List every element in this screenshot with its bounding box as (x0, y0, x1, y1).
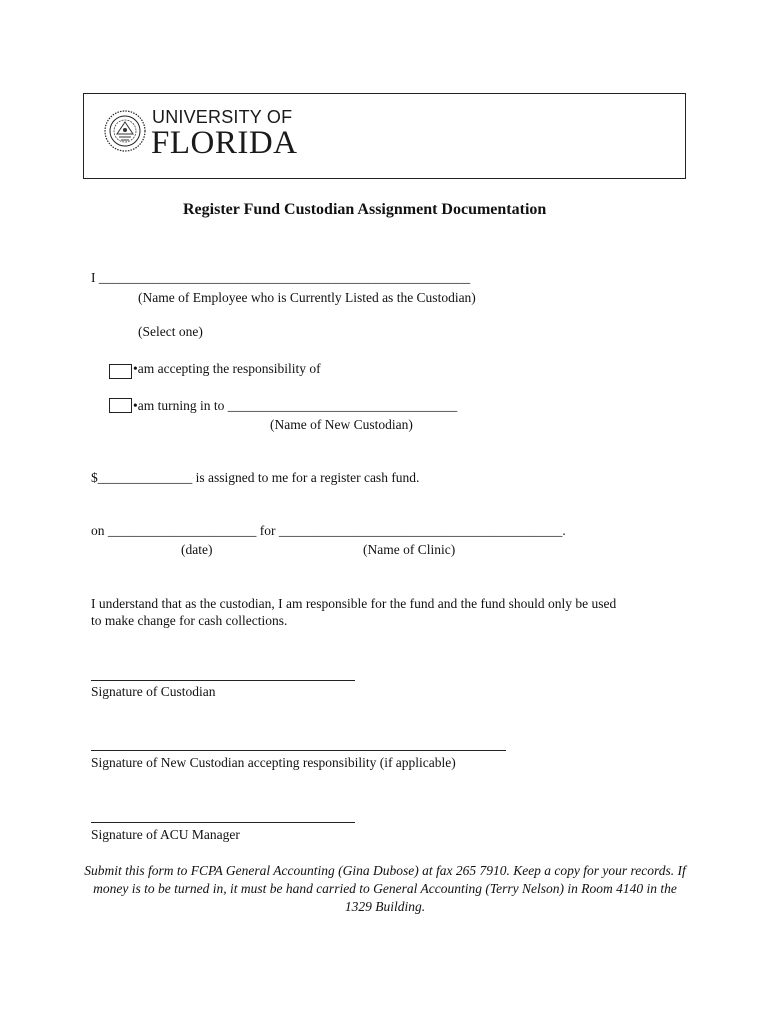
turning-in-checkbox[interactable] (109, 398, 132, 413)
select-one-label: (Select one) (138, 324, 203, 339)
university-seal-icon (103, 106, 147, 156)
university-name-top: UNIVERSITY OF (152, 107, 293, 127)
accepting-option-label: •am accepting the responsibility of (133, 361, 321, 376)
clinic-caption: (Name of Clinic) (363, 542, 456, 557)
employee-name-caption: (Name of Employee who is Currently Listed as the Custodian) (138, 290, 476, 305)
custodian-signature-line[interactable] (91, 680, 355, 681)
employee-name-field[interactable]: I _______________________________________________________ (91, 270, 471, 285)
new-custodian-signature-line[interactable] (91, 750, 506, 751)
custodian-signature-label: Signature of Custodian (91, 684, 216, 699)
new-custodian-caption: (Name of New Custodian) (270, 417, 413, 432)
new-custodian-signature-label: Signature of New Custodian accepting responsibility (if applicable) (91, 755, 456, 770)
date-clinic-field[interactable]: on ______________________ for __________________________________________. (91, 523, 566, 538)
acu-manager-signature-line[interactable] (91, 822, 355, 823)
statement-line-1: I understand that as the custodian, I am responsible for the fund and the fund should only be used (91, 596, 617, 611)
submission-instructions: Submit this form to FCPA General Accounting (Gina Dubose) at fax 265 7910. Keep a copy for your records. If money is to be turned in, it must be hand carried to General Accounting (Terry Nelson) in Room 4140 in the 1329 Building. (84, 863, 686, 914)
accepting-checkbox[interactable] (109, 364, 132, 379)
amount-field[interactable]: $______________ is assigned to me for a register cash fund. (91, 470, 420, 485)
acu-manager-signature-label: Signature of ACU Manager (91, 827, 240, 842)
statement-line-2: to make change for cash collections. (91, 613, 288, 628)
turning-in-option-label: •am turning in to __________________________________ (133, 398, 458, 413)
date-caption: (date) (181, 542, 213, 557)
university-name-bottom: FLORIDA (151, 125, 298, 161)
document-title: Register Fund Custodian Assignment Documentation (183, 201, 547, 218)
